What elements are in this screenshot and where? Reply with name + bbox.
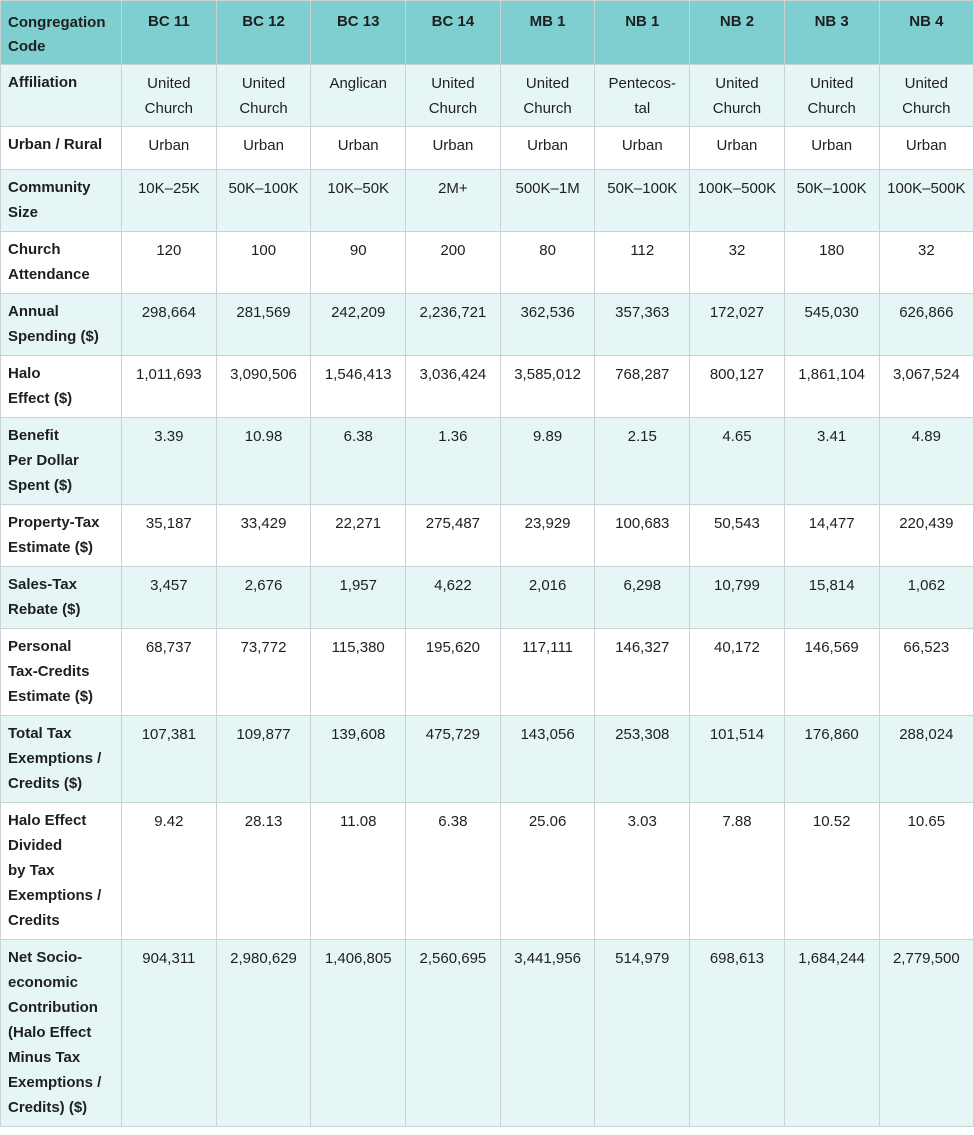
row-label-text: Halo Effect Divided by Tax Exemptions / Credits xyxy=(8,812,102,929)
row-label xyxy=(1,127,122,170)
cell-value: 10.98 xyxy=(244,428,283,445)
table-cell xyxy=(406,567,501,629)
cell-value: 904,311 xyxy=(142,950,196,967)
row-label xyxy=(1,418,122,505)
table-cell xyxy=(216,127,311,170)
cell-value: 281,569 xyxy=(236,304,291,321)
cell-value: 2.15 xyxy=(627,428,657,445)
table-cell xyxy=(216,232,311,294)
cell-value: 1,546,413 xyxy=(324,366,392,383)
table-cell xyxy=(879,505,974,567)
cell-value: Urban xyxy=(621,137,663,154)
cell-value: 50K–100K xyxy=(228,180,299,197)
cell-value: 4.89 xyxy=(911,428,941,445)
cell-value: 475,729 xyxy=(425,726,481,743)
table-cell xyxy=(690,127,785,170)
column-header: BC 11 xyxy=(122,1,217,65)
table-cell xyxy=(690,356,785,418)
cell-value: 4,622 xyxy=(434,577,472,594)
cell-value: 626,866 xyxy=(899,304,954,321)
cell-value: 3.03 xyxy=(627,813,657,830)
cell-value: 172,027 xyxy=(709,304,765,321)
table-cell xyxy=(784,65,879,127)
row-label-text: Total Tax Exemptions / Credits ($) xyxy=(8,725,102,792)
table-cell xyxy=(500,356,595,418)
row-label-text: Benefit Per Dollar Spent ($) xyxy=(8,427,79,494)
table-cell xyxy=(595,567,690,629)
cell-value: 109,877 xyxy=(236,726,291,743)
row-label-text: Church Attendance xyxy=(8,241,90,283)
cell-value: 3,457 xyxy=(150,577,188,594)
table-cell xyxy=(406,505,501,567)
cell-value: United Church xyxy=(902,75,951,117)
table-cell xyxy=(784,629,879,716)
row-label xyxy=(1,716,122,803)
table-cell xyxy=(784,127,879,170)
cell-value: Urban xyxy=(811,137,853,154)
table-row xyxy=(1,232,974,294)
cell-value: 3,036,424 xyxy=(419,366,487,383)
cell-value: Anglican xyxy=(329,75,387,92)
table-cell xyxy=(500,505,595,567)
cell-value: 362,536 xyxy=(520,304,575,321)
row-label-text: Community Size xyxy=(8,179,91,221)
cell-value: 288,024 xyxy=(899,726,954,743)
cell-value: 220,439 xyxy=(899,515,954,532)
table-cell xyxy=(879,418,974,505)
cell-value: 7.88 xyxy=(722,813,752,830)
table-cell xyxy=(784,294,879,356)
column-header: BC 14 xyxy=(406,1,501,65)
cell-value: 10.65 xyxy=(907,813,946,830)
table-cell xyxy=(311,127,406,170)
table-cell xyxy=(879,629,974,716)
column-header: BC 12 xyxy=(216,1,311,65)
table-cell xyxy=(216,65,311,127)
cell-value: 11.08 xyxy=(340,813,377,830)
table-cell xyxy=(122,716,217,803)
cell-value: 50,543 xyxy=(714,515,760,532)
cell-value: 200 xyxy=(440,242,466,259)
table-cell xyxy=(500,716,595,803)
cell-value: 80 xyxy=(539,242,556,259)
header-label: Congregation Code xyxy=(1,1,122,65)
table-row xyxy=(1,803,974,940)
table-cell xyxy=(595,418,690,505)
table-cell xyxy=(690,232,785,294)
table-cell xyxy=(500,170,595,232)
cell-value: 3,067,524 xyxy=(892,366,960,383)
cell-value: 3,441,956 xyxy=(514,950,581,967)
table-cell xyxy=(784,356,879,418)
header-row xyxy=(1,1,974,65)
table-cell xyxy=(690,567,785,629)
cell-value: 357,363 xyxy=(615,304,670,321)
table-cell xyxy=(879,716,974,803)
table-cell xyxy=(879,294,974,356)
cell-value: 15,814 xyxy=(808,577,855,594)
table-cell xyxy=(500,418,595,505)
table-row xyxy=(1,170,974,232)
cell-value: 115,380 xyxy=(331,639,385,656)
table-cell xyxy=(311,940,406,1127)
cell-value: 117,111 xyxy=(522,639,574,656)
table-row xyxy=(1,629,974,716)
table-cell xyxy=(879,940,974,1127)
cell-value: 1,957 xyxy=(339,577,377,594)
table-cell xyxy=(122,170,217,232)
row-label xyxy=(1,567,122,629)
cell-value: 90 xyxy=(349,242,367,259)
cell-value: 2,236,721 xyxy=(419,304,487,321)
cell-value: United Church xyxy=(428,75,478,117)
row-label-text: Property-Tax Estimate ($) xyxy=(8,514,100,556)
table-cell xyxy=(690,505,785,567)
row-label xyxy=(1,803,122,940)
cell-value: 1,406,805 xyxy=(324,950,392,967)
table-cell xyxy=(784,940,879,1127)
table-cell xyxy=(406,127,501,170)
cell-value: 1.36 xyxy=(438,428,468,445)
row-label-text: Personal Tax-Credits Estimate ($) xyxy=(8,638,94,705)
table-cell xyxy=(595,356,690,418)
table-cell xyxy=(122,505,217,567)
cell-value: 50K–100K xyxy=(796,180,867,197)
table-cell xyxy=(879,65,974,127)
table-cell xyxy=(690,716,785,803)
table-cell xyxy=(122,294,217,356)
cell-value: 50K–100K xyxy=(607,180,678,197)
cell-value: 242,209 xyxy=(331,304,386,321)
table-cell xyxy=(879,803,974,940)
table-cell xyxy=(216,505,311,567)
cell-value: Urban xyxy=(716,137,758,154)
table-cell xyxy=(690,803,785,940)
cell-value: 3.39 xyxy=(154,428,184,445)
table-body xyxy=(1,65,974,1127)
column-header: MB 1 xyxy=(500,1,595,65)
table-cell xyxy=(406,65,501,127)
table-cell xyxy=(122,232,217,294)
cell-value: 9.89 xyxy=(532,428,563,445)
cell-value: 139,608 xyxy=(331,726,386,743)
cell-value: 9.42 xyxy=(154,813,184,830)
table-cell xyxy=(216,940,311,1127)
table-cell xyxy=(311,418,406,505)
table-cell xyxy=(784,803,879,940)
cell-value: 32 xyxy=(728,242,746,259)
table-cell xyxy=(595,629,690,716)
cell-value: 3,585,012 xyxy=(514,366,581,383)
row-label-text: Urban / Rural xyxy=(8,136,103,153)
cell-value: Urban xyxy=(243,137,284,154)
table-cell xyxy=(216,629,311,716)
table-cell xyxy=(311,170,406,232)
table-cell xyxy=(595,170,690,232)
table-cell xyxy=(784,567,879,629)
table-row xyxy=(1,356,974,418)
table-cell xyxy=(784,505,879,567)
cell-value: 2,016 xyxy=(528,577,567,594)
cell-value: 146,327 xyxy=(615,639,670,656)
table-cell xyxy=(406,418,501,505)
table-cell xyxy=(216,716,311,803)
cell-value: 112 xyxy=(630,242,655,259)
cell-value: United Church xyxy=(144,75,194,117)
table-cell xyxy=(406,940,501,1127)
cell-value: 120 xyxy=(156,242,182,259)
table-cell xyxy=(406,232,501,294)
table-cell xyxy=(500,567,595,629)
table-cell xyxy=(690,294,785,356)
cell-value: 10.52 xyxy=(812,813,851,830)
cell-value: 3,090,506 xyxy=(230,366,297,383)
table-cell xyxy=(122,356,217,418)
table-cell xyxy=(879,127,974,170)
table-cell xyxy=(879,356,974,418)
table-cell xyxy=(311,65,406,127)
table-cell xyxy=(311,629,406,716)
cell-value: 298,664 xyxy=(141,304,196,321)
cell-value: 3.41 xyxy=(817,428,847,445)
cell-value: 35,187 xyxy=(145,515,192,532)
cell-value: 500K–1M xyxy=(515,180,580,197)
cell-value: 28.13 xyxy=(244,813,283,830)
column-header: NB 4 xyxy=(879,1,974,65)
table-cell xyxy=(216,803,311,940)
cell-value: United Church xyxy=(807,75,856,117)
column-header: NB 3 xyxy=(784,1,879,65)
row-label xyxy=(1,505,122,567)
cell-value: 2,779,500 xyxy=(892,950,960,967)
table-cell xyxy=(595,803,690,940)
cell-value: 1,062 xyxy=(907,577,946,594)
column-header: BC 13 xyxy=(311,1,406,65)
table-cell xyxy=(690,940,785,1127)
cell-value: 146,569 xyxy=(804,639,859,656)
cell-value: Pentecos- tal xyxy=(608,75,677,117)
cell-value: 14,477 xyxy=(808,515,855,532)
table-cell xyxy=(406,170,501,232)
table-cell xyxy=(406,294,501,356)
cell-value: 100K–500K xyxy=(697,180,777,197)
cell-value: 6.38 xyxy=(343,428,373,445)
cell-value: 23,929 xyxy=(524,515,571,532)
cell-value: Urban xyxy=(432,137,474,154)
column-header: NB 2 xyxy=(690,1,785,65)
table-cell xyxy=(406,716,501,803)
table-row xyxy=(1,940,974,1127)
table-row xyxy=(1,294,974,356)
row-label xyxy=(1,629,122,716)
table-cell xyxy=(311,356,406,418)
cell-value: 545,030 xyxy=(804,304,859,321)
table-cell xyxy=(500,127,595,170)
table-cell xyxy=(122,127,217,170)
table-cell xyxy=(122,940,217,1127)
table-cell xyxy=(500,629,595,716)
table-cell xyxy=(690,418,785,505)
table-cell xyxy=(879,567,974,629)
row-label xyxy=(1,65,122,127)
cell-value: 195,620 xyxy=(425,639,481,656)
cell-value: 10K–50K xyxy=(327,180,390,197)
table-cell xyxy=(879,232,974,294)
cell-value: 180 xyxy=(819,242,845,259)
table-cell xyxy=(784,170,879,232)
table-row xyxy=(1,567,974,629)
table-cell xyxy=(500,803,595,940)
cell-value: 100K–500K xyxy=(887,180,966,197)
cell-value: Urban xyxy=(337,137,379,154)
cell-value: Urban xyxy=(527,137,569,154)
table-cell xyxy=(122,629,217,716)
table-cell xyxy=(595,716,690,803)
cell-value: 33,429 xyxy=(240,515,287,532)
cell-value: 73,772 xyxy=(240,639,287,656)
row-label-text: Halo Effect ($) xyxy=(8,365,73,407)
cell-value: 100,683 xyxy=(615,515,670,532)
cell-value: 6,298 xyxy=(623,577,662,594)
cell-value: Urban xyxy=(905,137,947,154)
cell-value: 768,287 xyxy=(615,366,670,383)
cell-value: 1,011,693 xyxy=(136,366,202,383)
cell-value: 2,980,629 xyxy=(230,950,297,967)
table-row xyxy=(1,505,974,567)
row-label-text: Sales-Tax Rebate ($) xyxy=(8,576,81,618)
cell-value: 1,861,104 xyxy=(798,366,866,383)
table-cell xyxy=(500,294,595,356)
cell-value: 698,613 xyxy=(709,950,765,967)
cell-value: 253,308 xyxy=(615,726,670,743)
table-cell xyxy=(595,232,690,294)
cell-value: 275,487 xyxy=(425,515,481,532)
cell-value: 32 xyxy=(918,242,935,259)
table-row xyxy=(1,127,974,170)
table-cell xyxy=(595,65,690,127)
row-label-text: Net Socio- economic Contribution (Halo Effect Minus Tax Exemptions / Credits) ($) xyxy=(8,949,102,1116)
table-cell xyxy=(500,65,595,127)
table-cell xyxy=(122,567,217,629)
table-cell xyxy=(216,356,311,418)
column-header: NB 1 xyxy=(595,1,690,65)
table-cell xyxy=(595,505,690,567)
cell-value: 66,523 xyxy=(903,639,950,656)
table-cell xyxy=(784,418,879,505)
cell-value: 68,737 xyxy=(145,639,192,656)
table-cell xyxy=(311,803,406,940)
table-cell xyxy=(690,65,785,127)
row-label xyxy=(1,232,122,294)
cell-value: 100 xyxy=(251,242,277,259)
table-row xyxy=(1,716,974,803)
table-cell xyxy=(216,294,311,356)
table-cell xyxy=(879,170,974,232)
cell-value: 101,514 xyxy=(709,726,765,743)
cell-value: 2,676 xyxy=(244,577,283,594)
cell-value: 4.65 xyxy=(722,428,752,445)
cell-value: 40,172 xyxy=(714,639,760,656)
cell-value: 25.06 xyxy=(528,813,567,830)
table-cell xyxy=(595,294,690,356)
table-cell xyxy=(311,232,406,294)
table-cell xyxy=(690,170,785,232)
table-cell xyxy=(406,803,501,940)
cell-value: 2M+ xyxy=(438,180,468,197)
table-cell xyxy=(122,65,217,127)
table-cell xyxy=(784,716,879,803)
cell-value: United Church xyxy=(523,75,572,117)
table-cell xyxy=(216,170,311,232)
cell-value: 10K–25K xyxy=(137,180,200,197)
table-cell xyxy=(311,567,406,629)
row-label xyxy=(1,170,122,232)
cell-value: 6.38 xyxy=(438,813,468,830)
cell-value: 10,799 xyxy=(714,577,760,594)
row-label xyxy=(1,356,122,418)
table-cell xyxy=(595,940,690,1127)
row-label xyxy=(1,940,122,1127)
cell-value: United Church xyxy=(712,75,762,117)
cell-value: 143,056 xyxy=(520,726,575,743)
cell-value: 176,860 xyxy=(804,726,859,743)
table-cell xyxy=(500,940,595,1127)
row-label xyxy=(1,294,122,356)
row-label-text: Affiliation xyxy=(8,74,78,91)
table-row xyxy=(1,65,974,127)
cell-value: 514,979 xyxy=(615,950,670,967)
table-cell xyxy=(311,716,406,803)
table-cell xyxy=(406,629,501,716)
cell-value: Urban xyxy=(148,137,190,154)
table-row xyxy=(1,418,974,505)
cell-value: 22,271 xyxy=(335,515,382,532)
table-cell xyxy=(406,356,501,418)
cell-value: 800,127 xyxy=(709,366,765,383)
table-cell xyxy=(216,418,311,505)
table-cell xyxy=(216,567,311,629)
cell-value: 2,560,695 xyxy=(419,950,487,967)
table-cell xyxy=(311,294,406,356)
cell-value: 1,684,244 xyxy=(798,950,866,967)
table-cell xyxy=(595,127,690,170)
row-label-text: Annual Spending ($) xyxy=(8,303,99,345)
table-cell xyxy=(500,232,595,294)
cell-value: 107,381 xyxy=(141,726,196,743)
table-cell xyxy=(122,418,217,505)
cell-value: United Church xyxy=(239,75,288,117)
table-cell xyxy=(784,232,879,294)
table-cell xyxy=(311,505,406,567)
table-cell xyxy=(122,803,217,940)
table-cell xyxy=(690,629,785,716)
